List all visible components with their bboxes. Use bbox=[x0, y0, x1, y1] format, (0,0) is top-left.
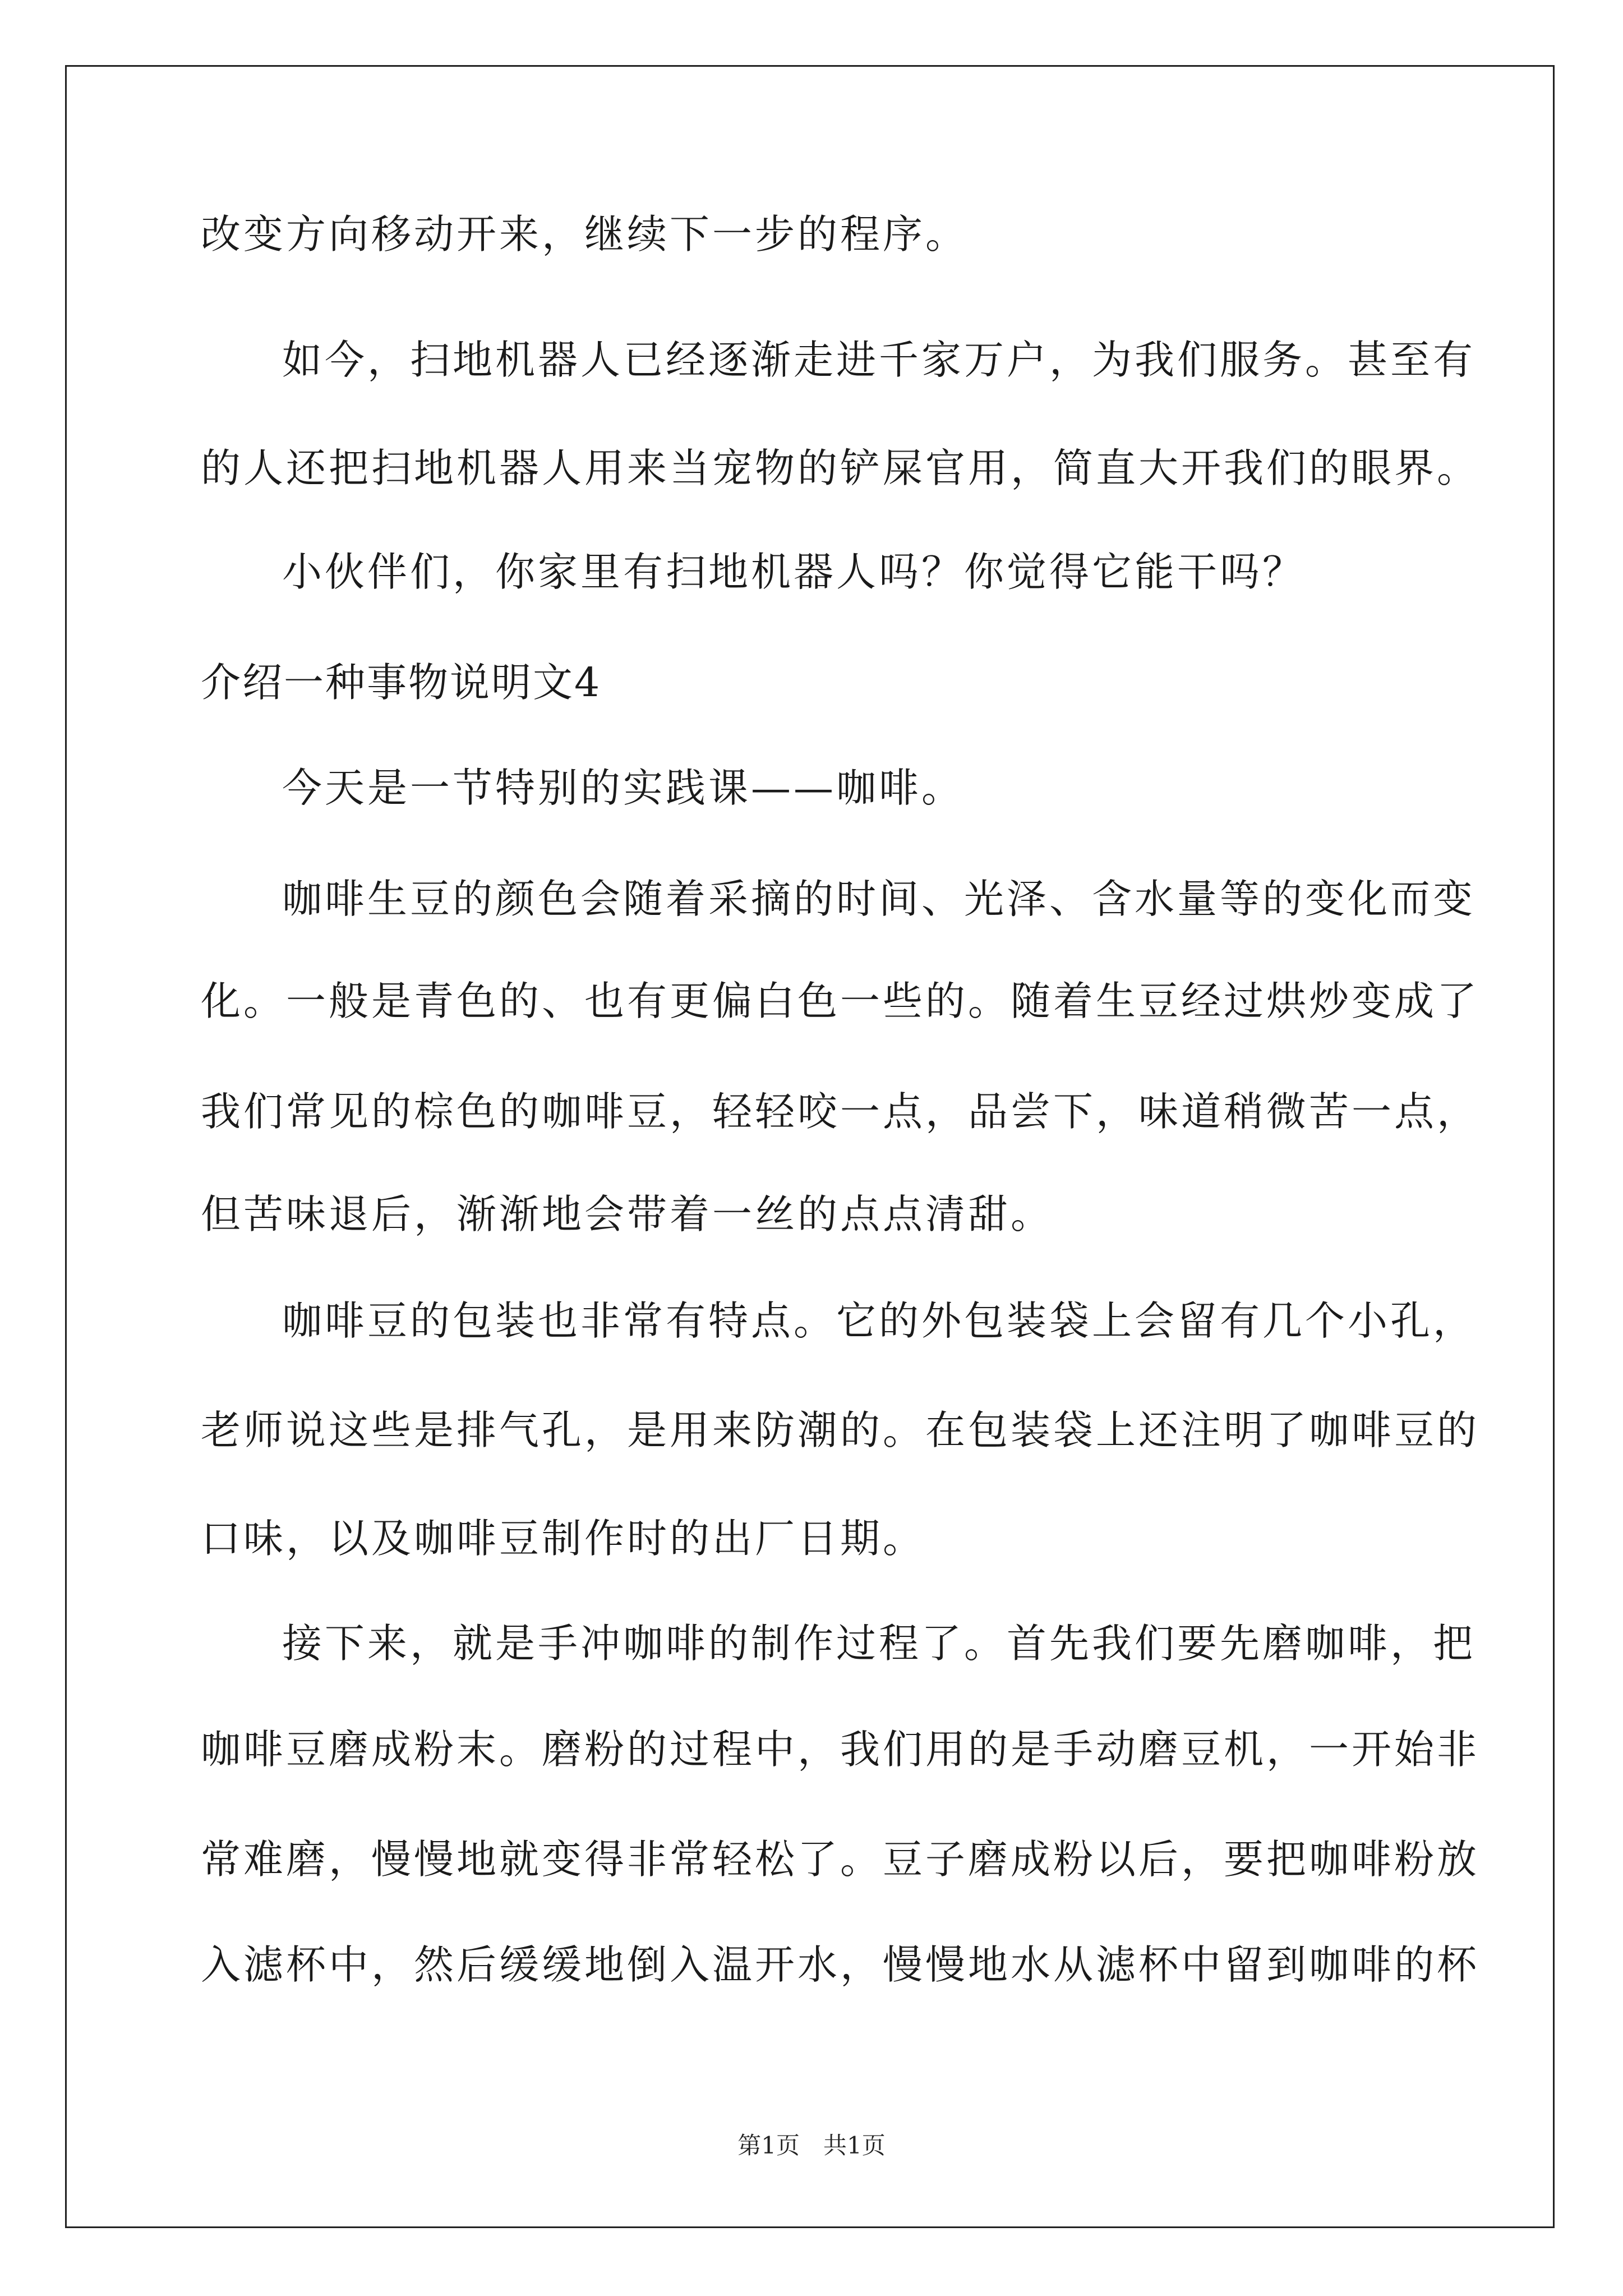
paragraph-line: 老师说这些是排气孔，是用来防潮的。在包装袋上还注明了咖啡豆的 bbox=[201, 1407, 1480, 1453]
paragraph-line: 入滤杯中，然后缓缓地倒入温开水，慢慢地水从滤杯中留到咖啡的杯 bbox=[201, 1941, 1480, 1988]
paragraph-line: 小伙伴们，你家里有扫地机器人吗？你觉得它能干吗？ bbox=[282, 549, 1306, 595]
paragraph-line: 接下来，就是手冲咖啡的制作过程了。首先我们要先磨咖啡，把 bbox=[282, 1620, 1476, 1667]
page-footer: 第1页 共1页 bbox=[737, 2132, 886, 2159]
paragraph-line: 常难磨，慢慢地就变得非常轻松了。豆子磨成粉以后，要把咖啡粉放 bbox=[201, 1836, 1480, 1883]
paragraph-line: 咖啡豆的包装也非常有特点。它的外包装袋上会留有几个小孔， bbox=[282, 1297, 1476, 1344]
paragraph-line: 今天是一节特别的实践课——咖啡。 bbox=[282, 765, 965, 811]
paragraph-line: 口味，以及咖啡豆制作时的出厂日期。 bbox=[201, 1515, 926, 1562]
paragraph-line: 但苦味退后，渐渐地会带着一丝的点点清甜。 bbox=[201, 1191, 1054, 1237]
paragraph-line: 的人还把扫地机器人用来当宠物的铲屎官用，简直大开我们的眼界。 bbox=[201, 445, 1480, 491]
paragraph-line: 改变方向移动开来，继续下一步的程序。 bbox=[201, 211, 969, 257]
paragraph-line: 咖啡生豆的颜色会随着采摘的时间、光泽、含水量等的变化而变 bbox=[282, 876, 1476, 922]
paragraph-line: 如今，扫地机器人已经逐渐走进千家万户，为我们服务。甚至有 bbox=[282, 337, 1476, 383]
paragraph-line: 咖啡豆磨成粉末。磨粉的过程中，我们用的是手动磨豆机，一开始非 bbox=[201, 1726, 1480, 1773]
paragraph-line: 化。一般是青色的、也有更偏白色一些的。随着生豆经过烘炒变成了 bbox=[201, 978, 1480, 1024]
page-border bbox=[65, 65, 1555, 2228]
section-heading: 介绍一种事物说明文4 bbox=[201, 659, 602, 706]
paragraph-line: 我们常见的棕色的咖啡豆，轻轻咬一点，品尝下，味道稍微苦一点， bbox=[201, 1088, 1480, 1135]
